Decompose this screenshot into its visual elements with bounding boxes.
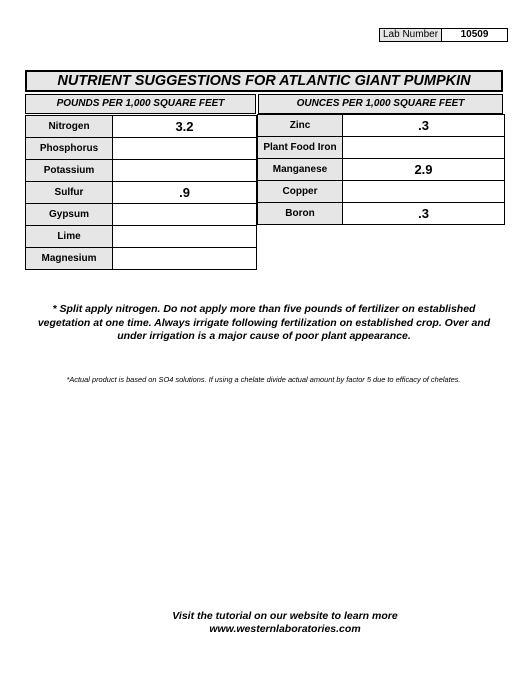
- table-row: [26, 182, 257, 204]
- nutrient-label: Lime: [26, 226, 113, 248]
- page-title: NUTRIENT SUGGESTIONS FOR ATLANTIC GIANT PUMPKIN: [25, 70, 503, 92]
- nutrient-value: .9: [113, 182, 257, 204]
- website-link[interactable]: www.westernlaboratories.com: [209, 623, 361, 635]
- nutrient-value: [113, 204, 257, 226]
- ounces-header: OUNCES PER 1,000 SQUARE FEET: [258, 94, 503, 114]
- footer: [110, 610, 460, 636]
- nutrient-value: .3: [343, 115, 505, 137]
- nutrient-label: Nitrogen: [26, 116, 113, 138]
- chelate-footnote: *Actual product is based on SO4 solutions. If using a chelate divide actual amount by factor 5 due to efficacy of chelates.: [66, 375, 461, 384]
- nutrient-label: Phosphorus: [26, 138, 113, 160]
- lab-number-box: [379, 28, 508, 42]
- nutrient-value: .3: [343, 203, 505, 225]
- nutrient-label: Sulfur: [26, 182, 113, 204]
- nutrient-label: Copper: [258, 181, 343, 203]
- table-row: [26, 160, 257, 182]
- table-row: [258, 181, 505, 203]
- nutrient-value: 3.2: [113, 116, 257, 138]
- table-row: [26, 116, 257, 138]
- nutrient-value: 2.9: [343, 159, 505, 181]
- table-row: [258, 137, 505, 159]
- table-row: [258, 203, 505, 225]
- table-row: [258, 115, 505, 137]
- nutrient-value: [113, 226, 257, 248]
- nutrient-label: Gypsum: [26, 204, 113, 226]
- nutrient-label: Plant Food Iron: [258, 137, 343, 159]
- table-row: [26, 204, 257, 226]
- nutrient-label: Boron: [258, 203, 343, 225]
- nutrient-value: [113, 138, 257, 160]
- footer-tutorial-text: Visit the tutorial on our website to learn more: [172, 610, 398, 622]
- table-row: [26, 138, 257, 160]
- pounds-header: POUNDS PER 1,000 SQUARE FEET: [25, 94, 256, 114]
- nutrient-label: Zinc: [258, 115, 343, 137]
- nutrient-label: Potassium: [26, 160, 113, 182]
- nutrient-value: [343, 137, 505, 159]
- nutrient-label: Magnesium: [26, 248, 113, 270]
- lab-number-label: Lab Number: [380, 29, 442, 41]
- ounces-table: [257, 114, 505, 225]
- table-row: [26, 248, 257, 270]
- application-note: * Split apply nitrogen. Do not apply more than five pounds of fertilizer on established vegetation at one time. Always irrigate following fertilization on established crop. Over and under irrigation is a major cause of poor plant appearance.: [37, 303, 491, 342]
- table-row: [258, 159, 505, 181]
- nutrient-value: [343, 181, 505, 203]
- lab-number-value: 10509: [460, 29, 489, 40]
- nutrient-value: [113, 248, 257, 270]
- nutrient-value: [113, 160, 257, 182]
- pounds-table: [25, 115, 257, 270]
- table-row: [26, 226, 257, 248]
- nutrient-label: Manganese: [258, 159, 343, 181]
